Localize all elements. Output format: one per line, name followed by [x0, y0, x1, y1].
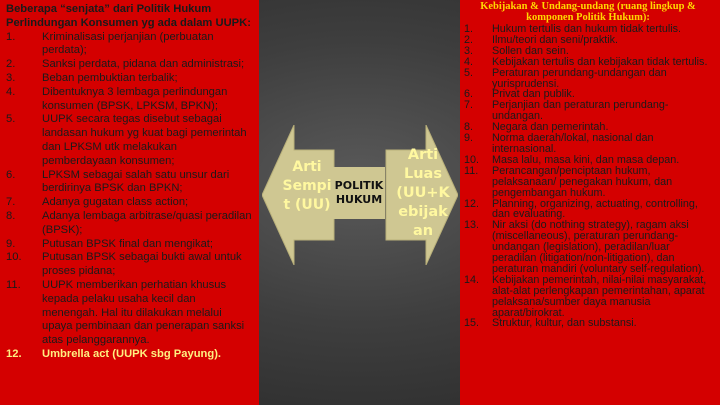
list-item: [6, 279, 253, 348]
item-number: 13.: [464, 219, 480, 232]
item-text: Negara dan pemerintah.: [492, 121, 609, 134]
core-label-line2: HUKUM: [335, 193, 383, 206]
item-text: Peraturan perundang-undangan dan yurisprudensi.: [492, 66, 667, 90]
list-item: [6, 72, 253, 86]
item-number: 2.: [6, 58, 16, 71]
item-text: Kriminalisasi perjanjian (perbuatan perdata);: [42, 30, 214, 57]
item-number: 11.: [6, 278, 21, 291]
item-number: 5.: [464, 66, 474, 79]
item-text: Putusan BPSK final dan mengikat;: [42, 237, 214, 250]
item-text: UUPK secara tegas disebut sebagai landasan hukum yg kuat bagi pemerintah dan LPKSM utk melakukan pemberdayaan konsumen;: [42, 113, 247, 167]
item-text: Struktur, kultur, dan substansi.: [492, 317, 637, 330]
item-number: 11.: [464, 164, 479, 177]
item-number: 9.: [464, 132, 474, 145]
item-text: Norma daerah/lokal, nasional dan internasional.: [492, 132, 654, 155]
right-panel-list: [462, 24, 714, 329]
list-item: [6, 196, 253, 210]
item-text: Adanya gugatan class action;: [42, 196, 189, 209]
item-text: Sanksi perdata, pidana dan administrasi;: [42, 58, 245, 71]
item-number: 4.: [464, 55, 474, 68]
list-item: [462, 57, 714, 68]
item-number: 12.: [464, 197, 480, 210]
item-text: Privat dan publik.: [492, 88, 575, 101]
list-item: [6, 251, 253, 279]
item-text: Masa lalu, masa kini, dan masa depan.: [492, 153, 680, 166]
item-number: 7.: [464, 99, 474, 112]
item-number: 10.: [464, 153, 480, 166]
list-item: [6, 31, 253, 59]
item-text: Kebijakan tertulis dan kebijakan tidak tertulis.: [492, 55, 708, 68]
item-text: UUPK memberikan perhatian khusus kepada pelaku usaha kecil dan menengah. Hal itu dilakukan melalui upaya pembinaan dan penerapan sanksi atas pelanggarannya.: [42, 278, 245, 347]
item-number: 14.: [464, 273, 480, 286]
item-number: 4.: [6, 85, 16, 98]
item-text: Sollen dan sein.: [492, 44, 569, 57]
right-panel-title: Kebijakan & Undang-undang (ruang lingkup & komponen Politik Hukum):: [480, 1, 696, 23]
list-item: [462, 318, 714, 329]
left-panel: [0, 0, 259, 405]
list-item: [462, 220, 714, 275]
right-panel: [460, 0, 720, 405]
list-item: [6, 169, 253, 197]
list-item: [6, 238, 253, 252]
item-text: Ilmu/teori dan seni/praktik.: [492, 33, 619, 46]
list-item: [462, 166, 714, 199]
item-number: 6.: [464, 88, 474, 101]
item-text: Perancangan/penciptaan hukum, pelaksanaan/ penegakan hukum, dan pengembangan hukum.: [492, 164, 673, 199]
item-number: 1.: [464, 23, 474, 35]
list-item: [462, 68, 714, 90]
item-number: 9.: [6, 237, 16, 250]
item-number: 12.: [6, 347, 22, 360]
item-number: 3.: [6, 71, 16, 84]
politik-hukum-core: [333, 167, 385, 219]
item-text: Planning, organizing, actuating, controlling, dan evaluating.: [492, 197, 698, 221]
item-text: Putusan BPSK sebagai bukti awal untuk proses pidana;: [42, 251, 242, 278]
item-number: 10.: [6, 251, 22, 264]
item-number: 15.: [464, 317, 480, 330]
item-text: Umbrella act (UUPK sbg Payung).: [42, 347, 222, 360]
list-item: [6, 58, 253, 72]
item-number: 8.: [6, 209, 16, 222]
item-number: 1.: [6, 30, 16, 43]
left-panel-title: Beberapa “senjata” dari Politik Hukum Perlindungan Konsumen yg ada dalam UUPK:: [6, 3, 251, 29]
list-item: [462, 275, 714, 319]
item-number: 8.: [464, 121, 474, 134]
narrow-meaning-label: Arti Sempi t (UU): [282, 159, 332, 213]
list-item-highlighted: [6, 348, 253, 362]
item-number: 2.: [464, 33, 474, 46]
item-text: Nir aksi (do nothing strategy), ragam aksi (miscellaneous), peraturan perundang-undangan (legislation), peradilan/luar peradilan (litigation/non-litigation), dan peraturan mandiri (voluntary self-regulation).: [492, 219, 705, 275]
left-panel-list: [6, 31, 253, 362]
item-text: Kebijakan pemerintah, nilai-nilai masyarakat, alat-alat perlengkapan pemerintahan, aparat pelaksana/sumber daya manusia aparat/birokrat.: [492, 273, 707, 319]
item-text: Adanya lembaga arbitrase/quasi peradilan (BPSK);: [42, 209, 252, 236]
item-text: LPKSM sebagai salah satu unsur dari berdirinya BPSK dan BPKN;: [42, 168, 230, 195]
item-text: Hukum tertulis dan hukum tidak tertulis.: [492, 23, 682, 35]
item-number: 3.: [464, 44, 474, 57]
item-number: 5.: [6, 113, 16, 126]
item-number: 7.: [6, 196, 16, 209]
item-text: Dibentuknya 3 lembaga perlindungan konsumen (BPSK, LPKSM, BPKN);: [42, 85, 228, 112]
list-item: [462, 133, 714, 155]
list-item: [462, 199, 714, 221]
core-label-line1: POLITIK: [334, 179, 384, 192]
list-item: [6, 210, 253, 238]
broad-meaning-label: Arti Luas (UU+K ebijak an: [396, 147, 450, 239]
item-text: Perjanjian dan peraturan perundang-undangan.: [492, 99, 669, 123]
item-number: 6.: [6, 168, 16, 181]
list-item: [6, 113, 253, 168]
list-item: [462, 100, 714, 122]
item-text: Beban pembuktian terbalik;: [42, 71, 178, 84]
list-item: [6, 86, 253, 114]
